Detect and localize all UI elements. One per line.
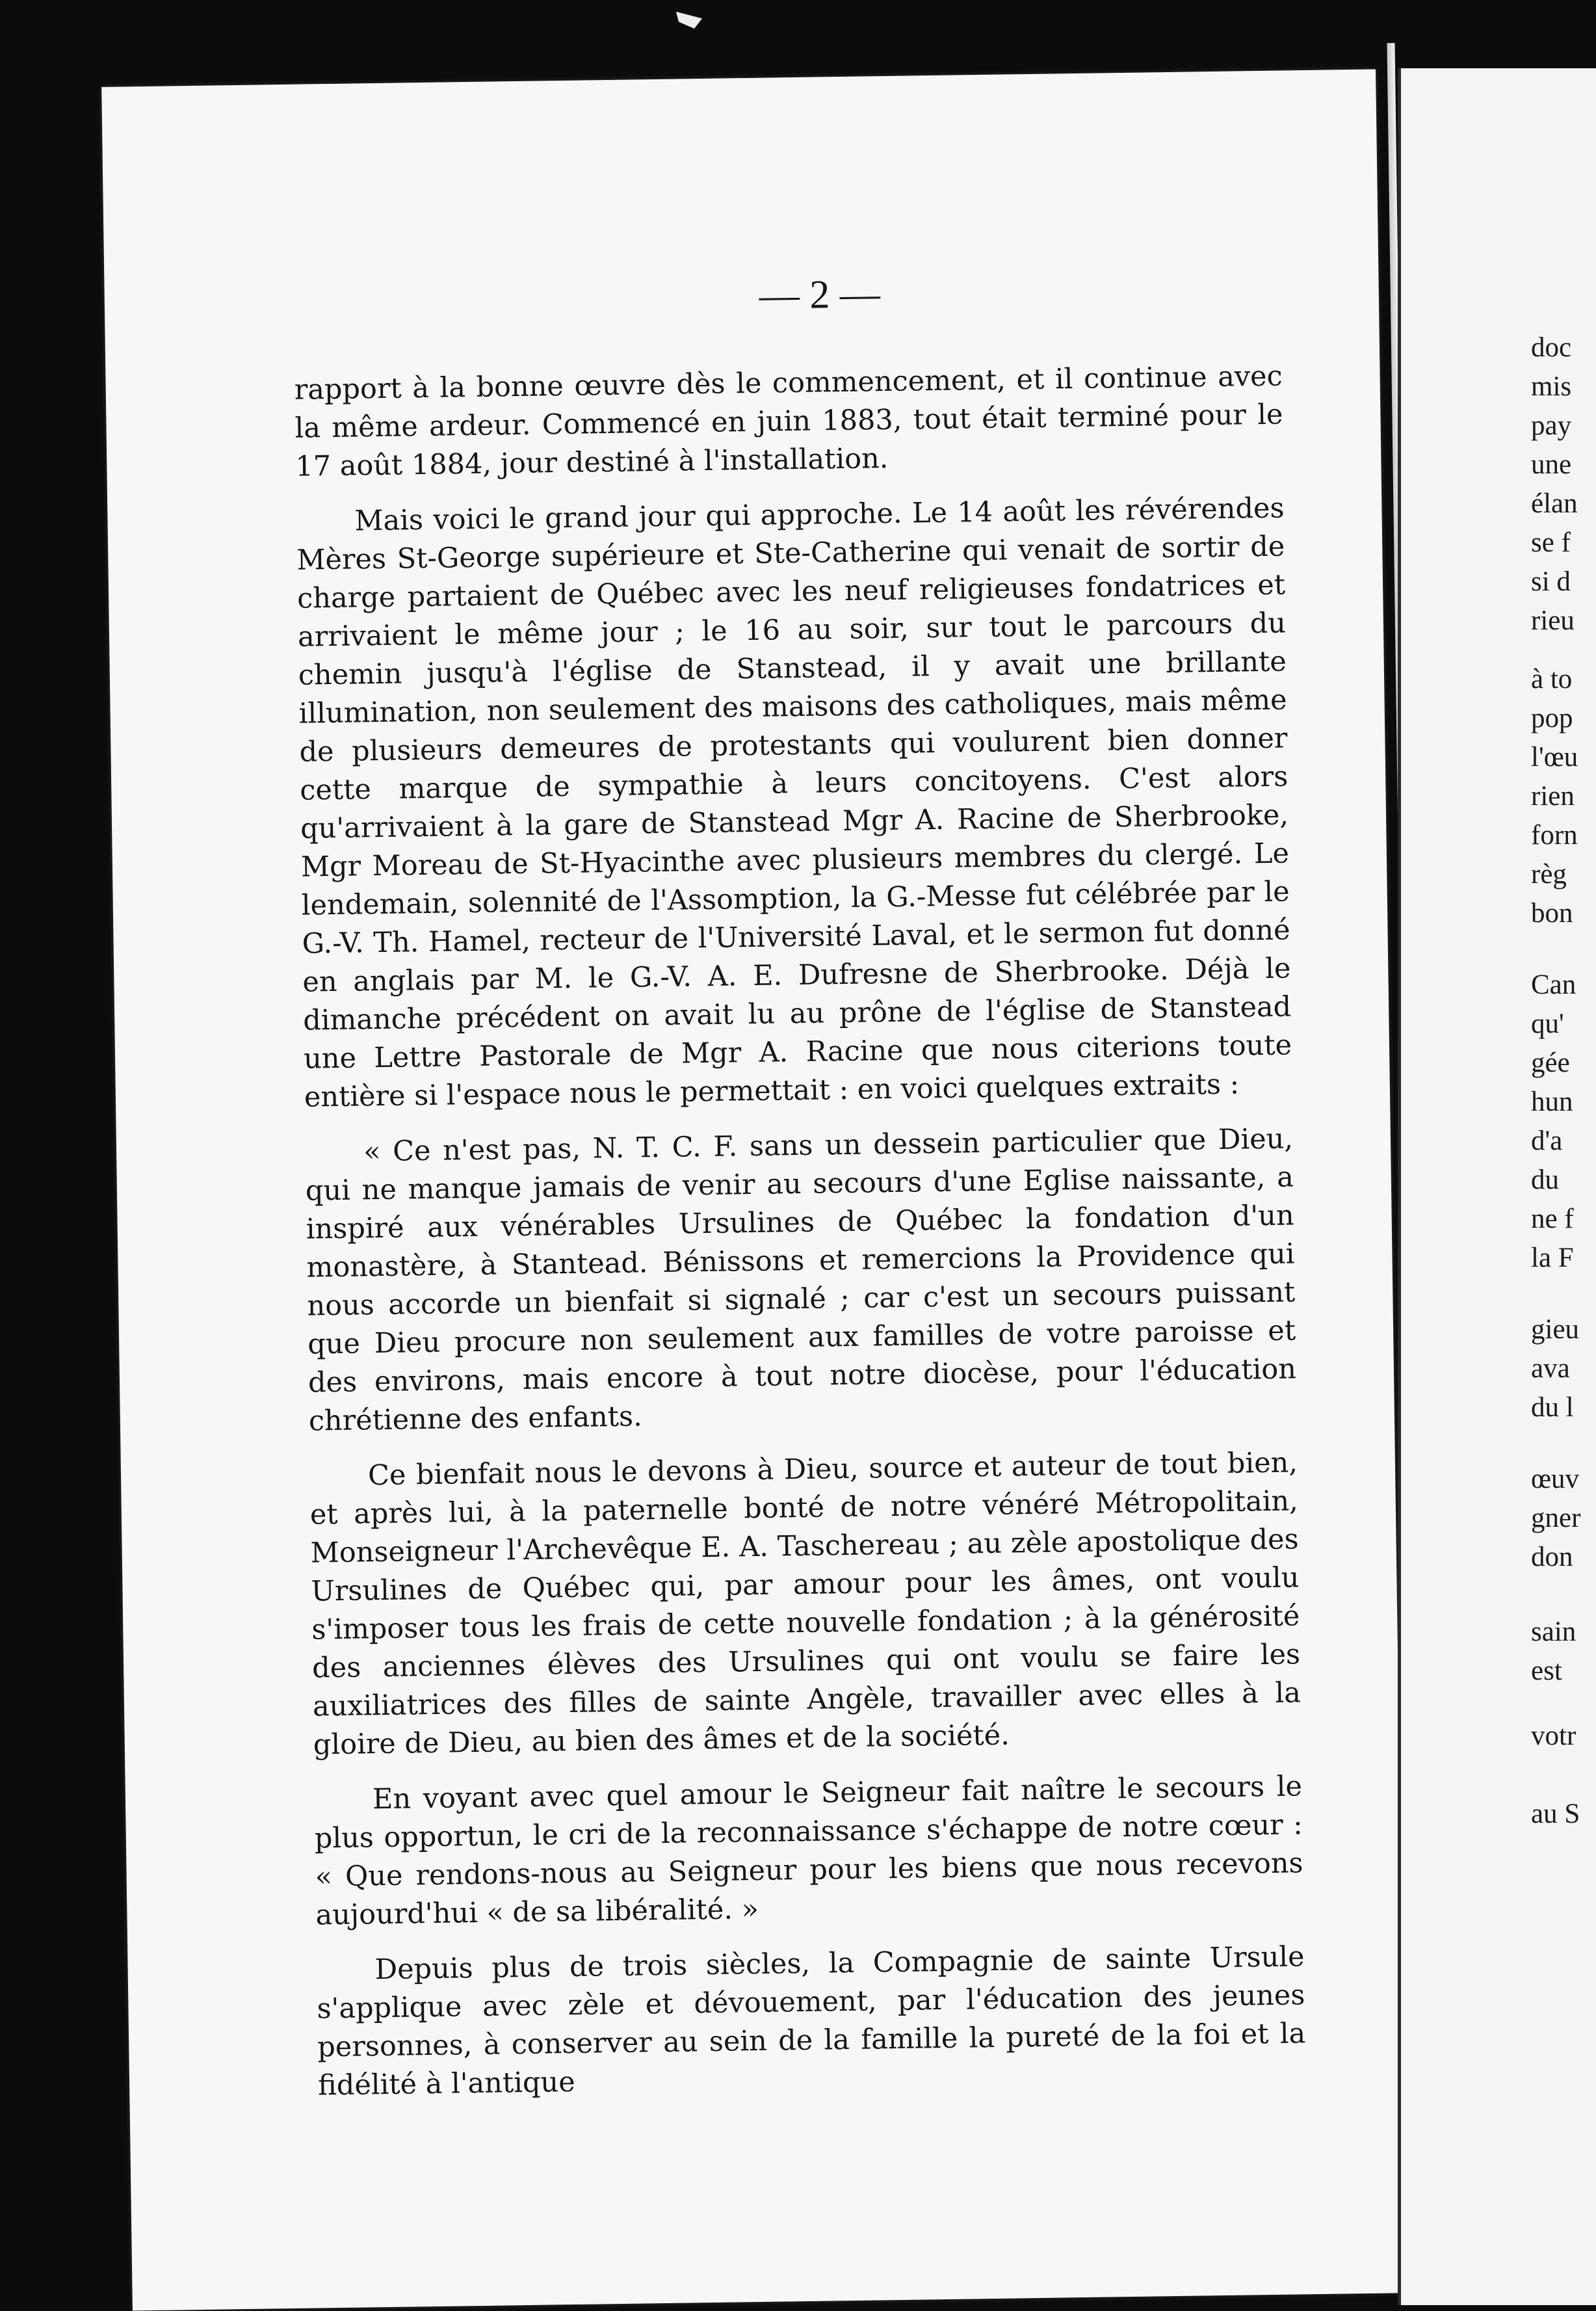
facing-page-fragment: l'œu — [1531, 742, 1578, 773]
facing-page-fragment: est — [1531, 1656, 1562, 1686]
facing-page-fragment: qu' — [1531, 1009, 1564, 1039]
document-page — [101, 69, 1407, 2310]
facing-page-fragment: une — [1531, 449, 1572, 480]
facing-page-fragment: gée — [1531, 1048, 1570, 1078]
paragraph: rapport à la bonne œuvre dès le commencement, et il continue avec la même ardeur. Commencé en juin 1883, tout était terminé pour le 17 août 1884, jour destiné à l'installation. — [294, 360, 1283, 483]
facing-page-fragment: d'a — [1531, 1126, 1563, 1156]
facing-page-fragment: règ — [1531, 859, 1567, 890]
body-text — [294, 358, 1306, 2106]
facing-page-fragment: ne f — [1531, 1204, 1574, 1234]
facing-page-fragment: au S — [1531, 1799, 1580, 1829]
facing-page-fragment: mis — [1531, 371, 1572, 402]
facing-page-edge — [1398, 68, 1596, 2305]
facing-page-fragment: pop — [1531, 703, 1573, 733]
scan-artifact-mark — [676, 12, 702, 29]
facing-page-fragment: du l — [1531, 1392, 1574, 1423]
facing-page-fragment: du — [1531, 1165, 1559, 1195]
paragraph: Ce bienfait nous le devons à Dieu, source et auteur de tout bien, et après lui, à la paternelle bonté de notre vénéré Métropolitain, Monseigneur l'Archevêque E. A. Taschereau ; au zèle apostolique des Ursulines de Québec qui, par amour pour les âmes, ont voulu s'imposer tous les frais de cette nouvelle fondation ; à la générosité des anciennes élèves des Ursulines qui ont voulu se faire les auxiliatrices des filles de sainte Angèle, travailler avec elles à la gloire de Dieu, au bien des âmes et de la société. — [309, 1446, 1302, 1762]
paragraph: « Ce n'est pas, N. T. C. F. sans un dessein particulier que Dieu, qui ne manque jamais de venir au secours d'une Eglise naissante, a inspiré aux vénérables Ursulines de Québec la fondation d'un monastère, à Stantead. Bénissons et remercions la Providence qui nous accorde un bienfait si signalé ; car c'est un secours puissant que Dieu procure non seulement aux familles de votre paroisse et des environs, mais encore à tout notre diocèse, pour l'éducation chrétienne des enfants. — [305, 1122, 1297, 1438]
facing-page-fragment: ava — [1531, 1353, 1570, 1384]
paragraph: Mais voici le grand jour qui approche. Le 14 août les révérendes Mères St-George supérieure et Ste-Catherine qui venait de sortir de charge partaient de Québec avec les neuf religieuses fondatrices et arrivaient le même jour ; le 16 au soir, sur tout le parcours du chemin jusqu'à l'église de Stanstead, il y avait une brillante illumination, non seulement des maisons des catholiques, mais même de plusieurs demeures de protestants qui voulurent bien donner cette marque de sympathie à leurs concitoyens. C'est alors qu'arrivaient à la gare de Stanstead Mgr A. Racine de Sherbrooke, Mgr Moreau de St-Hyacinthe avec plusieurs membres du clergé. Le lendemain, solennité de l'Assomption, la G.-Messe fut célébrée par le G.-V. Th. Hamel, recteur de l'Université Laval, et le sermon fut donné en anglais par M. le G.-V. A. E. Dufresne de Sherbrooke. Déjà le dimanche précédent on avait lu au prône de l'église de Stanstead une Lettre Pastorale de Mgr A. Racine que nous citerions toute entière si l'espace nous le permettait : en voici quelques extraits : — [296, 492, 1292, 1114]
facing-page-fragment: rieu — [1531, 605, 1575, 636]
facing-page-fragment: Can — [1531, 970, 1576, 1000]
facing-page-fragment: hun — [1531, 1087, 1573, 1117]
facing-page-fragment: pay — [1531, 410, 1572, 441]
facing-page-fragment: don — [1531, 1542, 1573, 1572]
facing-page-fragment: forn — [1531, 820, 1578, 851]
facing-page-fragment: sain — [1531, 1617, 1576, 1647]
facing-page-fragment: à to — [1531, 664, 1573, 694]
page-number: — 2 — — [759, 272, 881, 318]
facing-page-fragment: la F — [1531, 1243, 1574, 1273]
facing-page-fragment: doc — [1531, 332, 1572, 363]
facing-page-fragment: œuv — [1531, 1464, 1580, 1494]
facing-page-fragment: élan — [1531, 488, 1578, 519]
facing-page-fragment: rien — [1531, 781, 1575, 812]
facing-page-fragment: votr — [1531, 1721, 1576, 1751]
facing-page-fragment: si d — [1531, 566, 1571, 597]
facing-page-fragment: gieu — [1531, 1314, 1580, 1345]
paragraph: Depuis plus de trois siècles, la Compagnie de sainte Ursule s'applique avec zèle et dévouement, par l'éducation des jeunes personnes, à conserver au sein de la famille la pureté de la foi et la fidélité à l'antique — [317, 1940, 1306, 2102]
paragraph: En voyant avec quel amour le Seigneur fait naître le secours le plus opportun, le cri de la reconnaissance s'échappe de notre cœur : « Que rendons-nous au Seigneur pour les biens que nous recevons aujourd'hui « de sa libéralité. » — [314, 1770, 1303, 1932]
facing-page-fragment: se f — [1531, 527, 1571, 558]
page-content — [293, 266, 1306, 2122]
facing-page-fragment: bon — [1531, 898, 1573, 929]
facing-page-fragment: gner — [1531, 1503, 1581, 1533]
